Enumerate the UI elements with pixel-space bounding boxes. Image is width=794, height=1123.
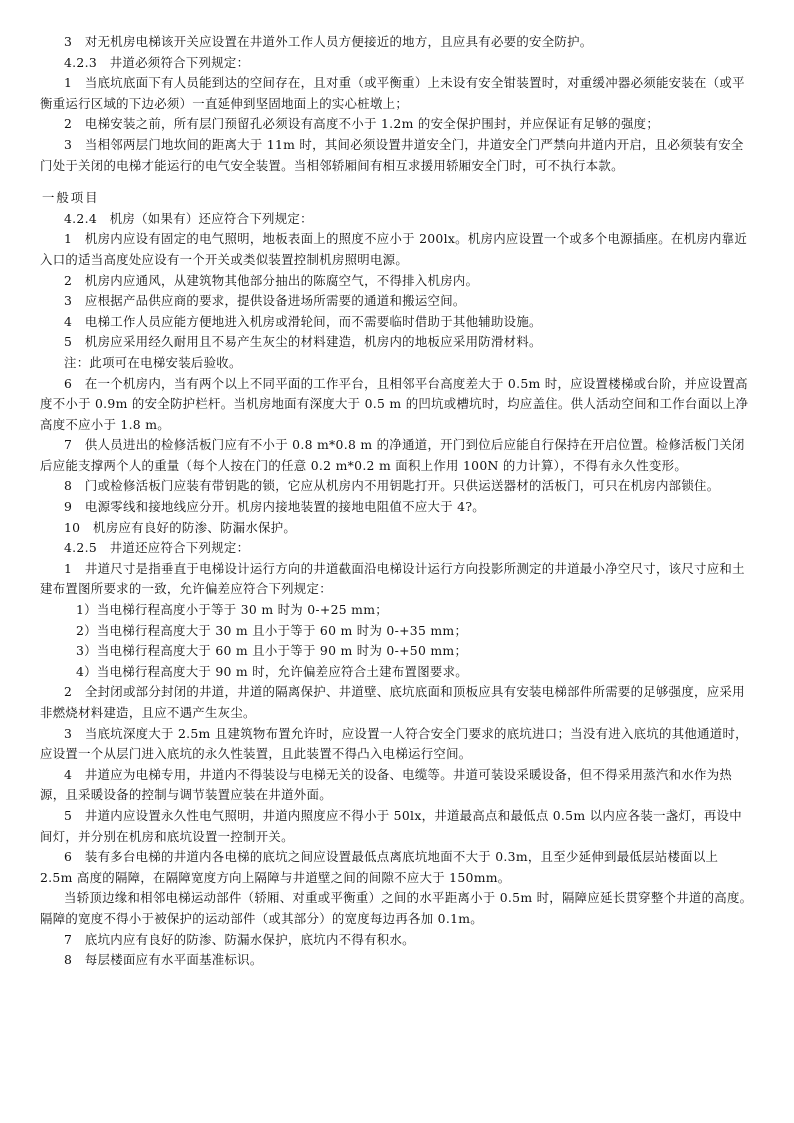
tolerance-item-4: 4）当电梯行程高度大于 90 m 时，允许偏差应符合土建布置图要求。 [76, 663, 468, 679]
paragraph-partition-extension: 当轿顶边缘和相邻电梯运动部件（轿厢、对重或平衡重）之间的水平距离小于 0.5m 时，隔障应延长贯穿整个井道的高度。隔障的宽度不得小于被保护的运动部件（或其部分）的宽度每边再各加 0.1m。 [40, 890, 753, 926]
paragraph-access-space: 3 应根据产品供应商的要求，提供设备进场所需要的通道和搬运空间。 [64, 293, 466, 309]
paragraph-pit-access: 3 当底坑深度大于 2.5m 且建筑物布置允许时，应设置一人符合安全门要求的底坑进口；当没有进入底坑的其他通道时，应设置一个从层门进入底坑的永久性装置，且此装置不得凸入电梯运行空间。 [40, 725, 748, 762]
clause-4-2-3-heading: 4.2.3 井道必须符合下列规定： [64, 54, 250, 70]
clause-4-2-5-heading: 4.2.5 井道还应符合下列规定： [64, 540, 250, 556]
paragraph-pit-partition: 6 装有多台电梯的井道内各电梯的底坑之间应设置最低点离底坑地面不大于 0.3m，且至少延伸到最低层站楼面以上 2.5m 高度的隔障，在隔障宽度方向上隔障与井道壁之间的间隙不应大于 150mm。 [40, 849, 719, 885]
paragraph-pit-waterproofing: 7 底坑内应有良好的防渗、防漏水保护，底坑内不得有积水。 [64, 931, 415, 947]
paragraph-ventilation: 2 机房内应通风，从建筑物其他部分抽出的陈腐空气，不得排入机房内。 [64, 272, 479, 288]
tolerance-item-1: 1）当电梯行程高度小于等于 30 m 时为 0-+25 mm； [76, 602, 388, 618]
paragraph-trapdoor: 7 供人员进出的检修活板门应有不小于 0.8 m*0.8 m 的净通道，开门到位后应能自行保持在开启位置。检修活板门关闭后应能支撑两个人的重量（每个人按在门的任意 0.2 m*0.2 m 面积上作用 100N 的力计算），不得有永久性变形。 [40, 437, 745, 473]
paragraph-shaft-lighting: 5 井道内应设置永久性电气照明，井道内照度应不得小于 50lx，井道最高点和最低点 0.5m 以内应各装一盏灯，再设中间灯，并分别在机房和底坑设置一控制开关。 [40, 807, 742, 844]
paragraph-grounding: 9 电源零线和接地线应分开。机房内接地装置的接地电阻值不应大于 4?。 [64, 499, 485, 515]
paragraph-switch-protection: 3 对无机房电梯该开关应设置在井道外工作人员方便接近的地方，且应具有必要的安全防护。 [64, 34, 593, 49]
paragraph-dedicated-shaft: 4 井道应为电梯专用，井道内不得装设与电梯无关的设备、电缆等。井道可装设采暖设备，但不得采用蒸汽和水作为热源，且采暖设备的控制与调节装置应装在井道外面。 [40, 766, 733, 803]
paragraph-door-lock: 8 门或检修活板门应装有带钥匙的锁，它应从机房内不用钥匙打开。只供运送器材的活板门，可只在机房内部锁住。 [64, 478, 720, 494]
paragraph-shaft-dimensions: 1 井道尺寸是指垂直于电梯设计运行方向的井道截面沿电梯设计运行方向投影所测定的井道最小净空尺寸，该尺寸应和土建布置图所要求的一致，允许偏差应符合下列规定： [40, 560, 745, 597]
paragraph-pit-counterweight: 1 当底坑底面下有人员能到达的空间存在，且对重（或平衡重）上未设有安全钳装置时，对重缓冲器必须能安装在（或平衡重运行区域的下边必须）一直延伸到坚固地面上的实心桩墩上； [40, 75, 745, 111]
clause-4-2-4-heading: 4.2.4 机房（如果有）还应符合下列规定： [64, 210, 313, 226]
document-page [40, 32, 754, 971]
paragraph-note: 注：此项可在电梯安装后验收。 [64, 354, 242, 370]
paragraph-waterproofing: 10 机房应有良好的防渗、防漏水保护。 [64, 519, 297, 535]
paragraph-landing-openings: 2 电梯安装之前，所有层门预留孔必须设有高度不小于 1.2m 的安全保护围封，并应保证有足够的强度； [64, 116, 660, 132]
paragraph-shaft-safety-door: 3 当相邻两层门地坎间的距离大于 11m 时，其间必须设置井道安全门，井道安全门严禁向井道内开启，且必须装有安全门处于关闭的电梯才能运行的电气安全装置。当相邻轿厢间有相互求援用轿厢安全门时，可不执行本款。 [40, 136, 744, 173]
section-general-items: 一般项目 [42, 190, 100, 206]
paragraph-durable-materials: 5 机房应采用经久耐用且不易产生灰尘的材料建造，机房内的地板应采用防滑材料。 [64, 334, 542, 350]
paragraph-work-platforms: 6 在一个机房内，当有两个以上不同平面的工作平台，且相邻平台高度差大于 0.5m 时，应设置楼梯或台阶，并应设置高度不小于 0.9m 的安全防护栏杆。当机房地面有深度大于 0.5 m 的凹坑或槽坑时，均应盖住。供人活动空间和工作台面以上净高度不应小于 1.8 m。 [40, 375, 749, 432]
paragraph-level-marks: 8 每层楼面应有水平面基准标识。 [64, 952, 263, 968]
tolerance-item-3: 3）当电梯行程高度大于 60 m 且小于等于 90 m 时为 0-+50 mm； [76, 643, 468, 659]
paragraph-staff-access: 4 电梯工作人员应能方便地进入机房或滑轮间，而不需要临时借助于其他辅助设施。 [64, 313, 542, 329]
paragraph-machine-room-lighting: 1 机房内应设有固定的电气照明，地板表面上的照度不应小于 200lx。机房内应设置一个或多个电源插座。在机房内靠近入口的适当高度处应设有一个开关或类似装置控制机房照明电源。 [40, 231, 748, 267]
paragraph-enclosed-shaft: 2 全封闭或部分封闭的井道，井道的隔离保护、井道壁、底坑底面和顶板应具有安装电梯部件所需要的足够强度，应采用非燃烧材料建造，且应不遇产生灰尘。 [40, 684, 745, 720]
tolerance-item-2: 2）当电梯行程高度大于 30 m 且小于等于 60 m 时为 0-+35 mm； [76, 622, 468, 638]
